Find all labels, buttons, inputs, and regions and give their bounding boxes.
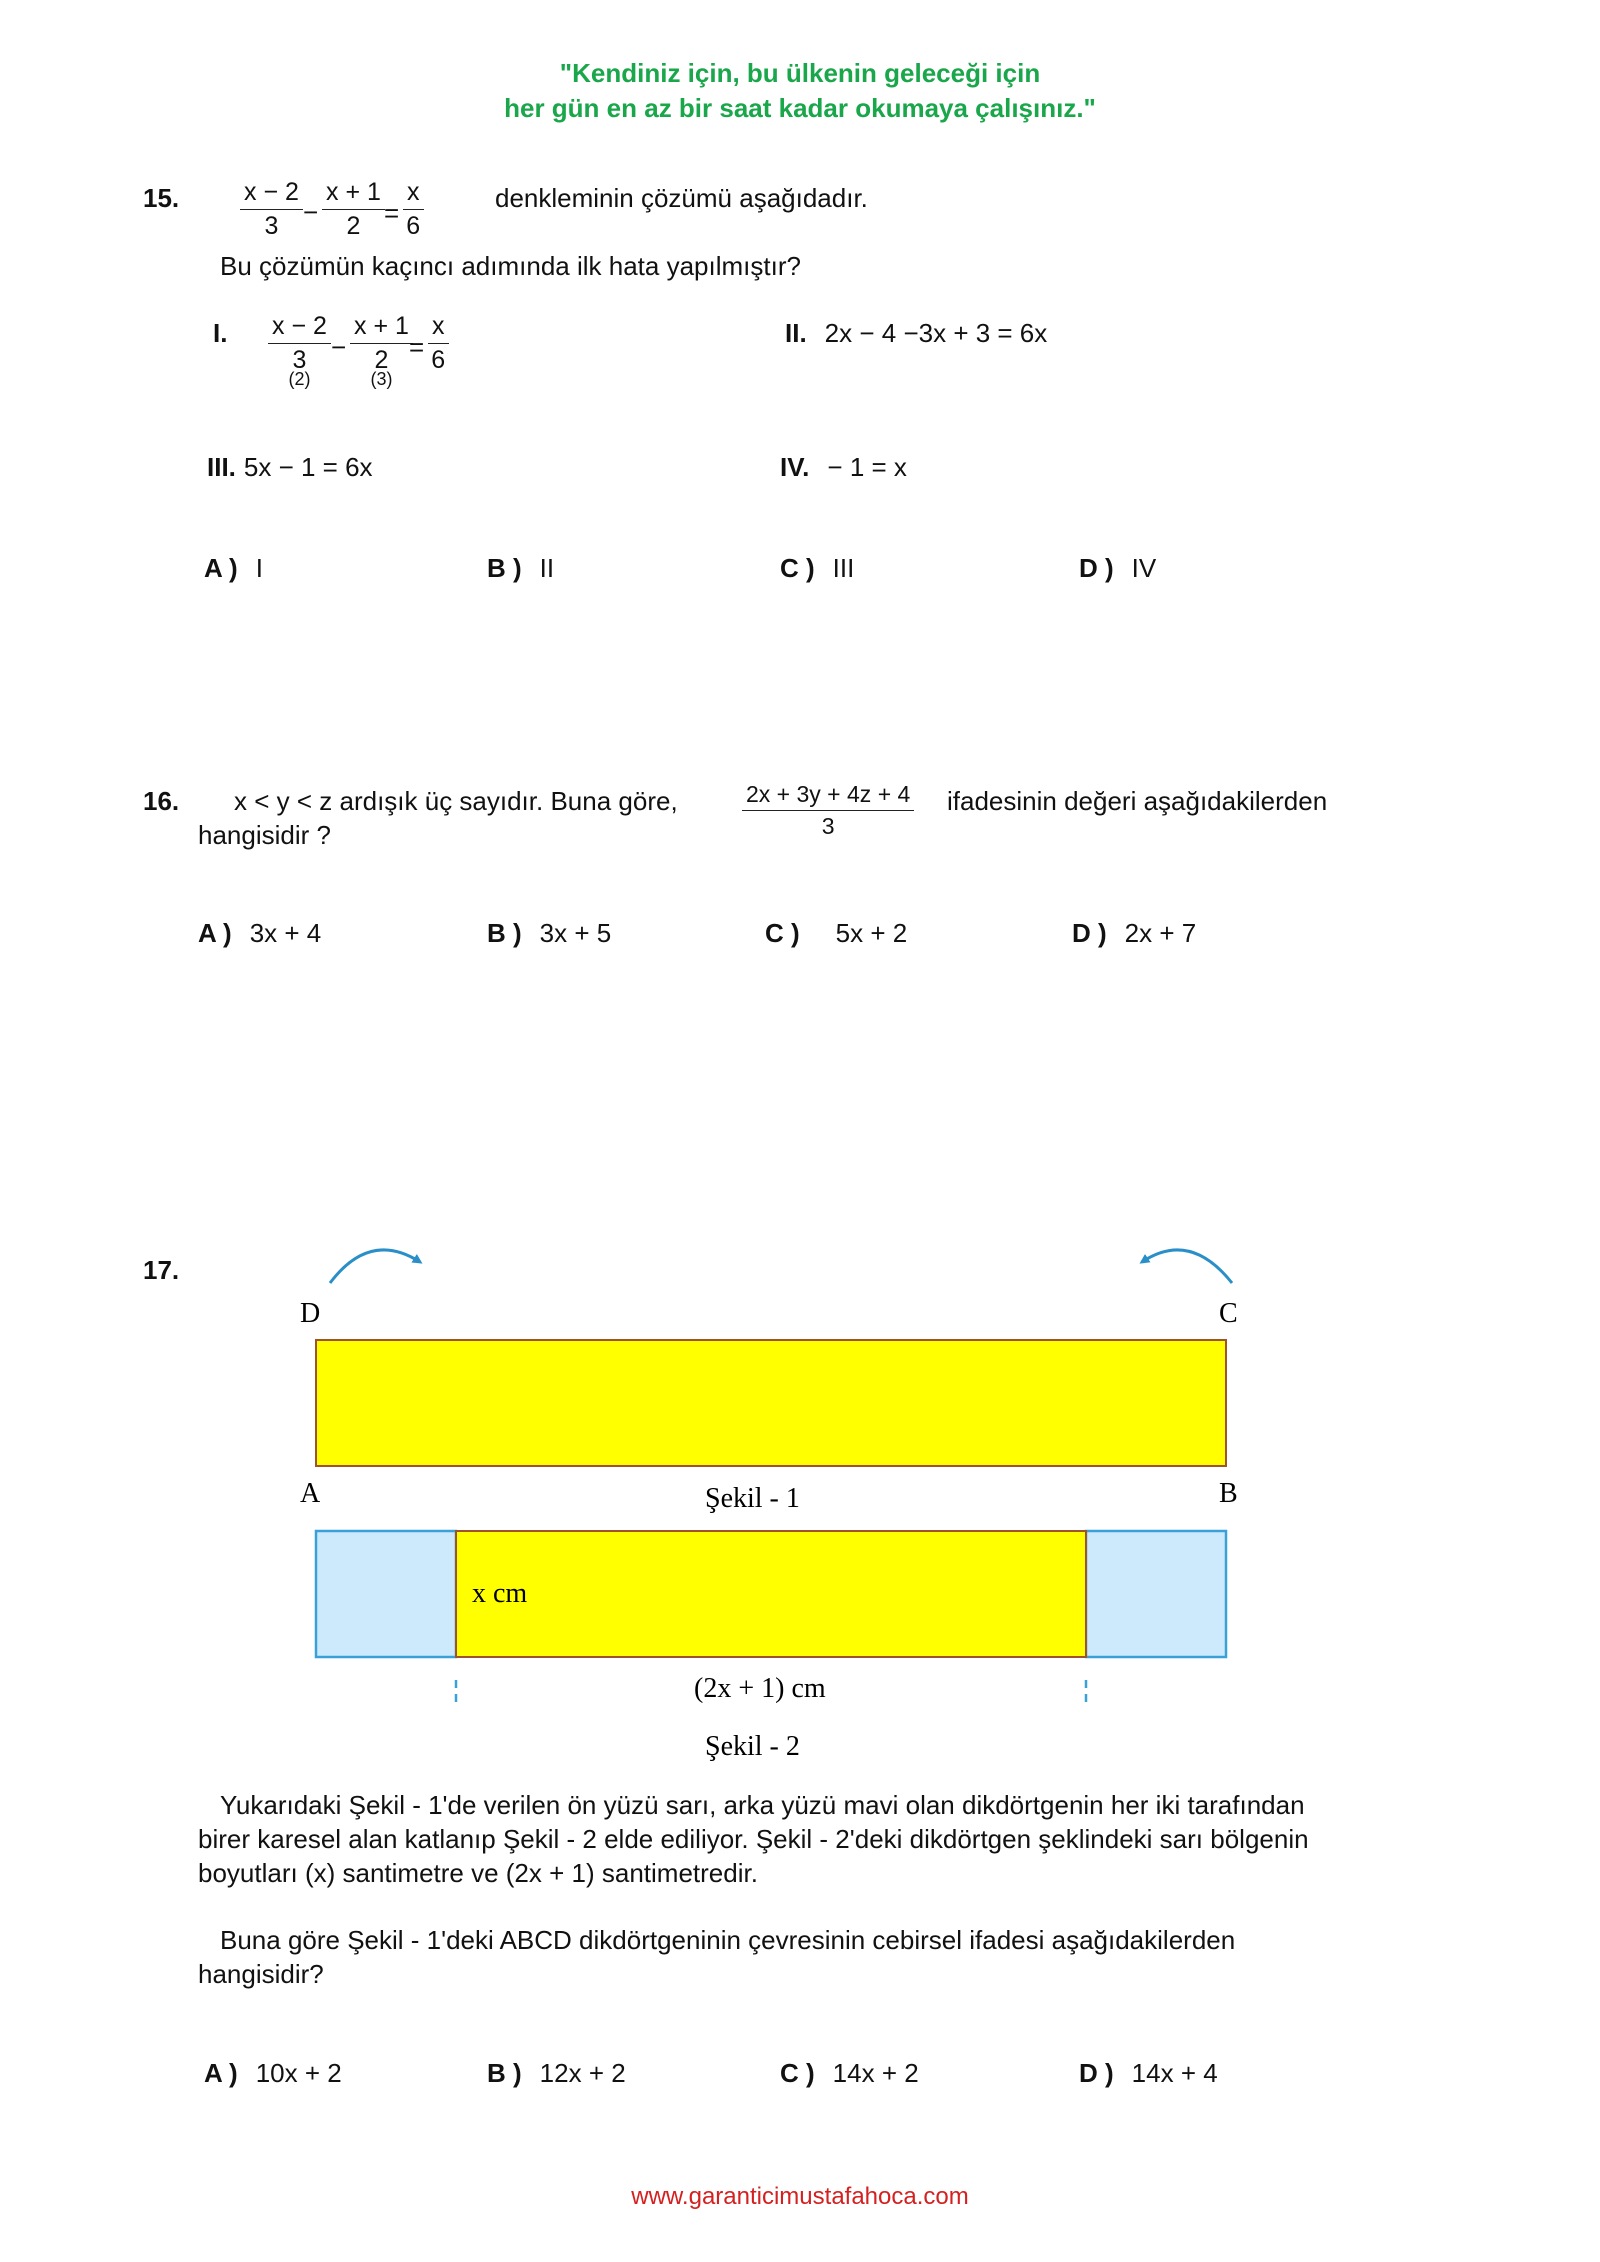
q16-text-2: ifadesinin değeri aşağıdakilerden — [947, 786, 1328, 816]
q15-step1-minus: − — [331, 332, 347, 362]
question-17-number: 17. — [143, 1255, 180, 1285]
q15-eq-f1-num: x − 2 — [240, 178, 303, 210]
vertex-label-a: A — [300, 1478, 321, 1509]
motto-line-1: "Kendiniz için, bu ülkenin geleceği için — [559, 58, 1041, 88]
fold-arrow-right-icon — [1142, 1250, 1232, 1283]
question-16-number: 16. — [143, 786, 180, 816]
q15-step-4-text: − 1 = x — [827, 452, 907, 482]
q17-option-a-letter: A ) — [204, 2058, 238, 2088]
q15-eq-minus: − — [303, 197, 319, 227]
q17-option-d-text: 14x + 4 — [1131, 2058, 1218, 2088]
q15-eq-f1-den: 3 — [264, 212, 279, 240]
q15-step-3-text: 5x − 1 = 6x — [243, 452, 373, 482]
q15-step1-f2-num: x + 1 — [350, 312, 413, 344]
q17-option-a[interactable] — [204, 2058, 342, 2089]
q15-step-2-label: II. — [785, 318, 807, 348]
q16-frac-den: 3 — [821, 813, 835, 839]
vertex-label-d: D — [300, 1298, 321, 1329]
q15-option-c-letter: C ) — [780, 553, 815, 583]
motto-line-2: her gün en az bir saat kadar okumaya çalışınız." — [504, 93, 1096, 123]
q16-option-c-letter: C ) — [765, 918, 800, 948]
q16-option-d-letter: D ) — [1072, 918, 1107, 948]
footer-website-link[interactable]: www.garanticimustafahoca.com — [631, 2183, 969, 2210]
q16-option-a-letter: A ) — [198, 918, 232, 948]
q16-text-1: x < y < z ardışık üç sayıdır. Buna göre, — [234, 786, 678, 816]
q17-option-b-text: 12x + 2 — [539, 2058, 626, 2088]
fold-arrow-left-icon — [330, 1250, 420, 1283]
q15-question-text: Bu çözümün kaçıncı adımında ilk hata yapılmıştır? — [220, 251, 801, 281]
figure-2-caption: Şekil - 2 — [705, 1731, 800, 1762]
figure-2-right-square — [1086, 1531, 1226, 1657]
q17-option-c-text: 14x + 2 — [832, 2058, 919, 2088]
q16-option-b-text: 3x + 5 — [539, 918, 612, 948]
q16-text-3: hangisidir ? — [198, 820, 331, 850]
q15-step1-f1-multiplier: (2) — [288, 369, 311, 389]
q17-option-d-letter: D ) — [1079, 2058, 1114, 2088]
q16-option-a-text: 3x + 4 — [249, 918, 322, 948]
figure-2-left-square — [316, 1531, 456, 1657]
q15-eq-f2-den: 2 — [346, 212, 361, 240]
q15-option-b-text: II — [539, 553, 555, 583]
q16-option-d-text: 2x + 7 — [1124, 918, 1197, 948]
q15-step-2-text: 2x − 4 −3x + 3 = 6x — [824, 318, 1048, 348]
figure-2-yellow-rectangle — [456, 1531, 1086, 1657]
q16-frac-num: 2x + 3y + 4z + 4 — [742, 781, 914, 811]
q16-option-b-letter: B ) — [487, 918, 522, 948]
q15-eq-f3-num: x — [403, 178, 424, 210]
q17-para2-line2: hangisidir? — [198, 1959, 324, 1989]
q17-para1-line1: Yukarıdaki Şekil - 1'de verilen ön yüzü sarı, arka yüzü mavi olan dikdörtgenin her iki tarafından — [220, 1790, 1305, 1820]
figure-1-caption: Şekil - 1 — [705, 1483, 800, 1514]
q15-option-d-letter: D ) — [1079, 553, 1114, 583]
vertex-label-c: C — [1219, 1298, 1238, 1329]
q17-option-b-letter: B ) — [487, 2058, 522, 2088]
q15-eq-f3-den: 6 — [406, 212, 421, 240]
q15-step1-f2-den: 2 — [374, 346, 389, 374]
q15-option-b-letter: B ) — [487, 553, 522, 583]
q15-option-d-text: IV — [1131, 553, 1157, 583]
q17-para1-line2: birer karesel alan katlanıp Şekil - 2 elde ediliyor. Şekil - 2'deki dikdörtgen şeklindeki sarı bölgenin — [198, 1824, 1309, 1854]
q15-step-1-label: I. — [213, 318, 228, 348]
q15-option-c-text: III — [832, 553, 855, 583]
q15-intro-text: denkleminin çözümü aşağıdadır. — [495, 183, 868, 213]
q15-option-a-letter: A ) — [204, 553, 238, 583]
q15-step1-f3-den: 6 — [431, 346, 446, 374]
q17-para1-line3: boyutları (x) santimetre ve (2x + 1) santimetredir. — [198, 1858, 758, 1888]
q17-option-a-text: 10x + 2 — [255, 2058, 342, 2088]
figure-1-rectangle — [316, 1340, 1226, 1466]
q15-step-4-label: IV. — [780, 452, 810, 482]
q15-eq-f2-num: x + 1 — [322, 178, 385, 210]
q15-step1-f1-num: x − 2 — [268, 312, 331, 344]
q15-eq-equals: = — [384, 198, 400, 228]
q15-step-3-label: III. — [207, 452, 236, 482]
vertex-label-b: B — [1219, 1478, 1238, 1509]
q17-option-c[interactable] — [780, 2058, 919, 2089]
q15-step1-f3-num: x — [428, 312, 449, 344]
q17-para2-line1: Buna göre Şekil - 1'deki ABCD dikdörtgeninin çevresinin cebirsel ifadesi aşağıdakilerden — [220, 1925, 1236, 1955]
q17-option-b[interactable] — [487, 2058, 626, 2089]
q15-option-a-text: I — [255, 553, 263, 583]
q15-step1-f1-den: 3 — [292, 346, 307, 374]
q17-option-d[interactable] — [1079, 2058, 1218, 2089]
q17-option-c-letter: C ) — [780, 2058, 815, 2088]
q15-step1-f2-multiplier: (3) — [370, 369, 393, 389]
question-15-number: 15. — [143, 183, 180, 213]
q16-option-c-text: 5x + 2 — [835, 918, 908, 948]
q15-step1-equals: = — [409, 332, 425, 362]
figure-2-bottom-label: (2x + 1) cm — [694, 1673, 826, 1704]
figure-2-side-label: x cm — [472, 1578, 528, 1609]
